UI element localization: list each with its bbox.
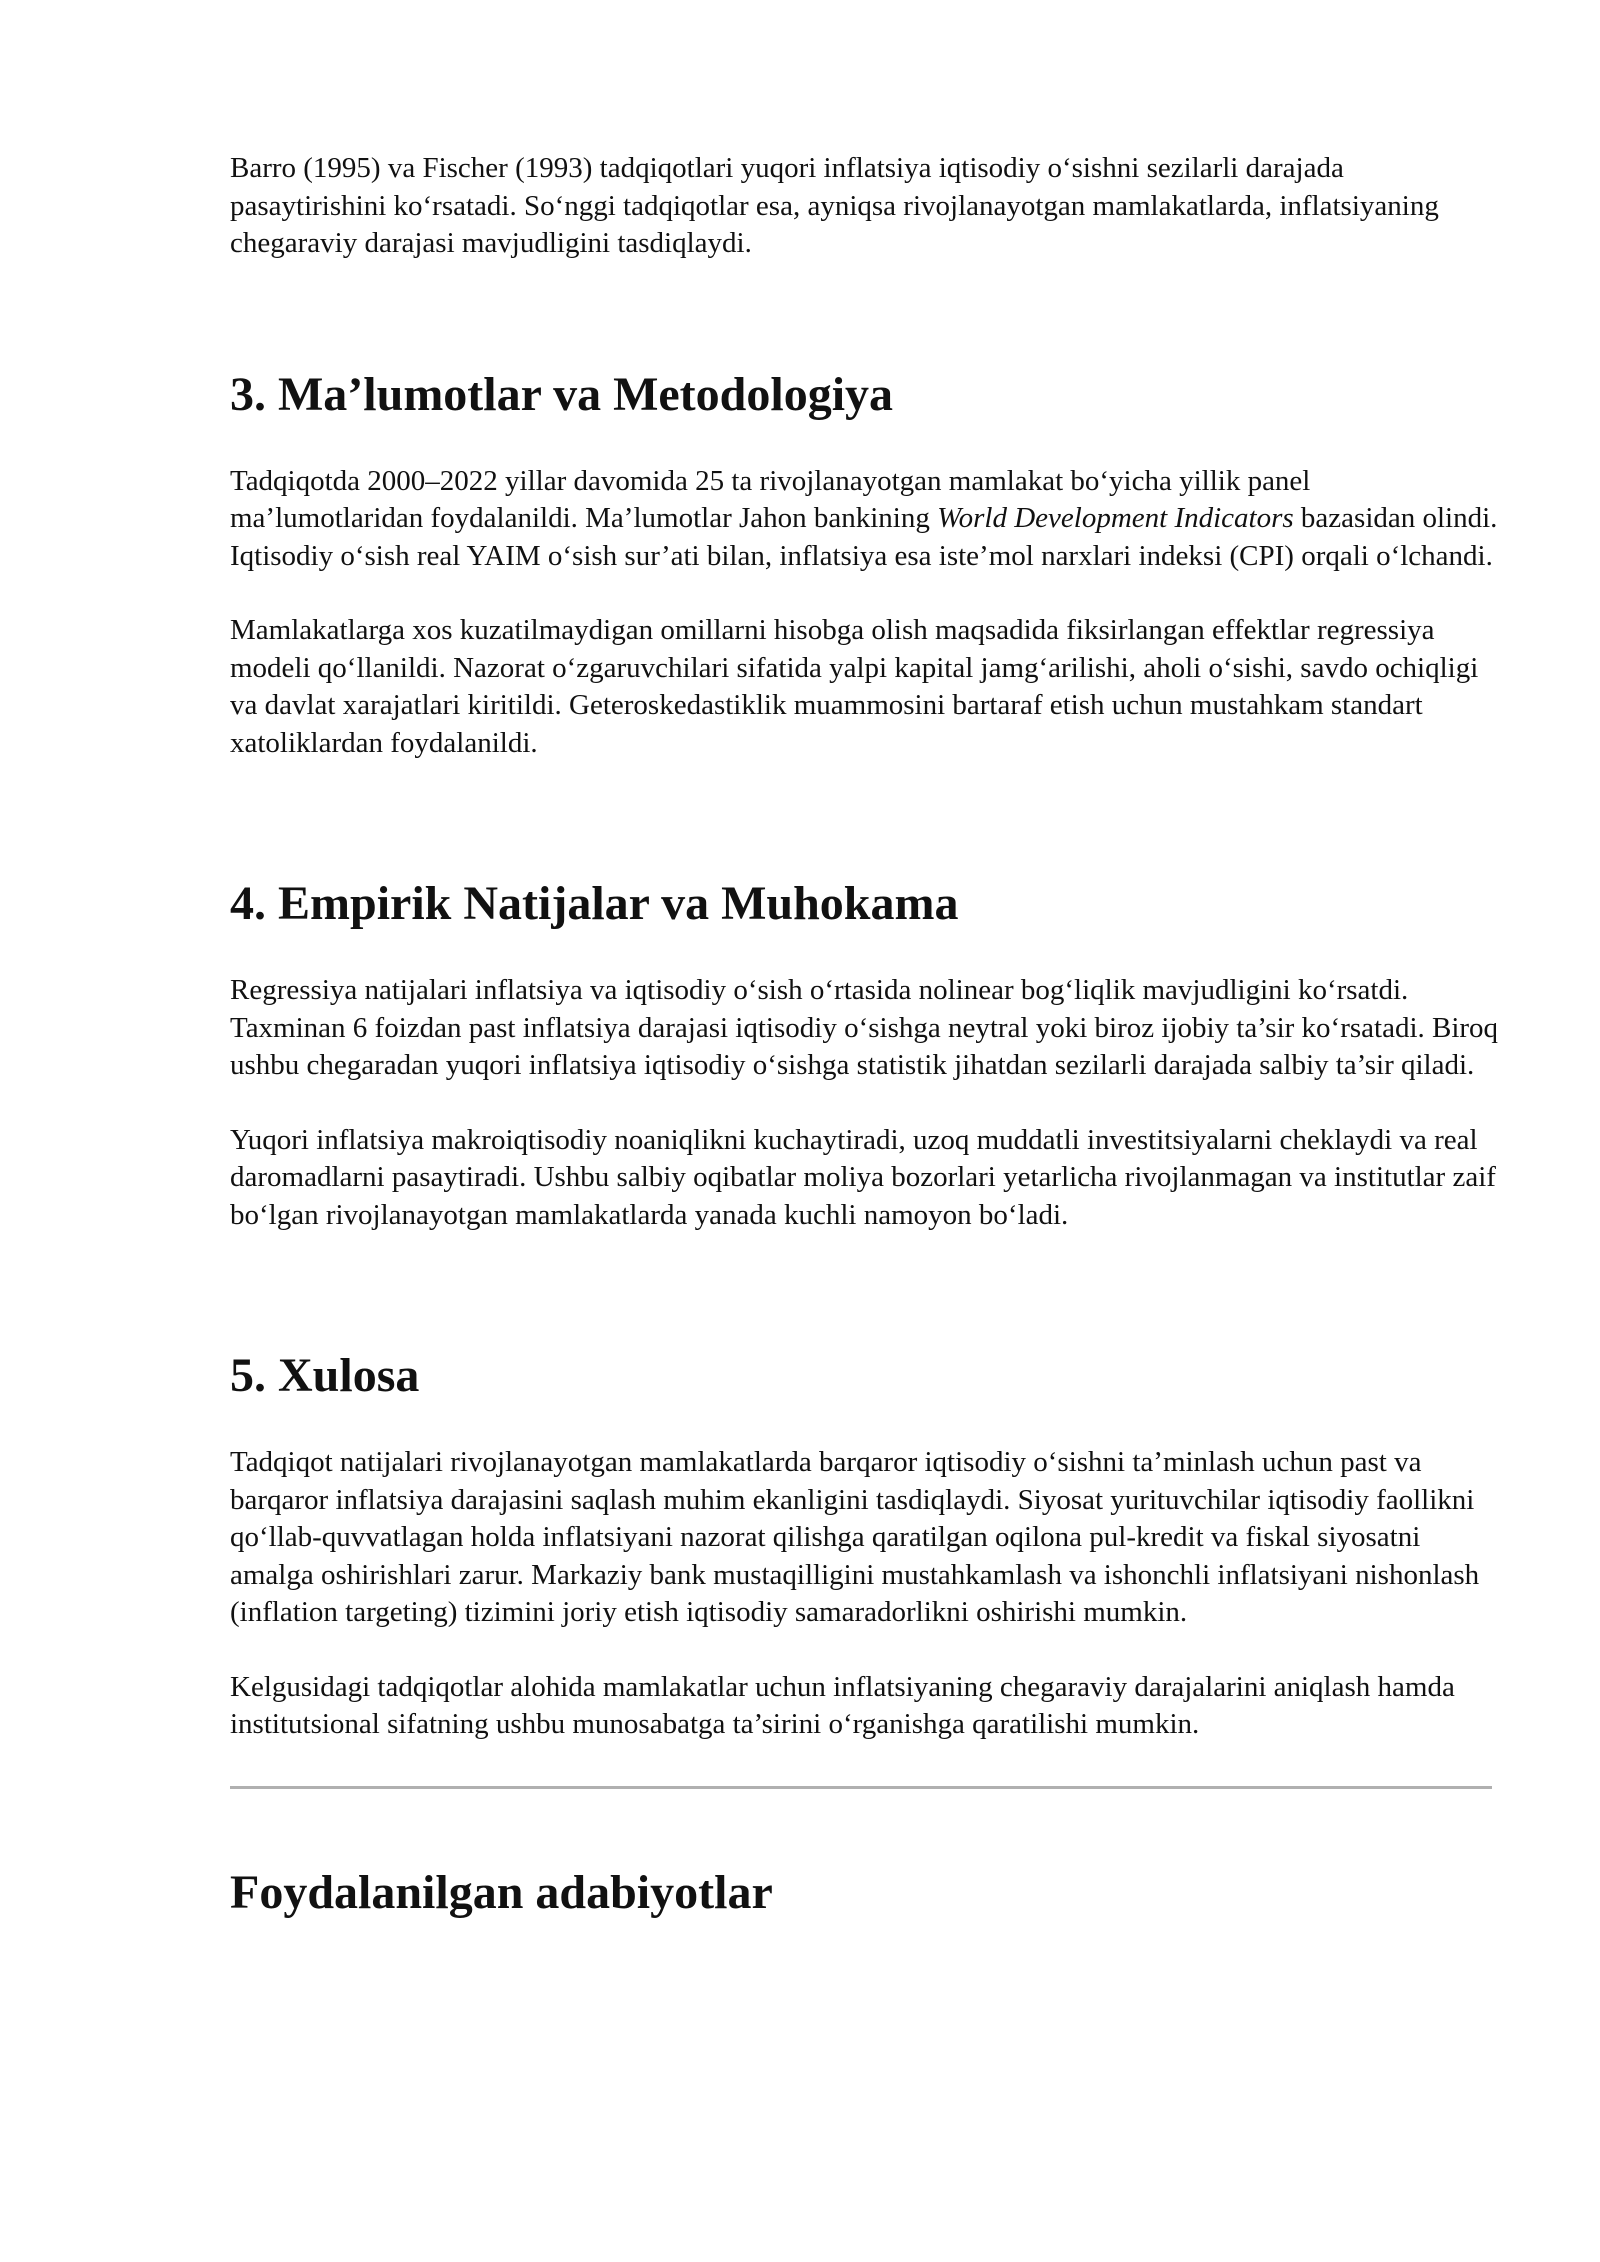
intro-paragraph: Barro (1995) va Fischer (1993) tadqiqotlari yuqori inflatsiya iqtisodiy o‘sishni sezilarli darajada pasaytirishini ko‘rsatadi. So‘nggi tadqiqotlar esa, ayniqsa rivojlanayotgan mamlakatlarda, inflatsiyaning chegaraviy darajasi mavjudligini tasdiqlaydi. (230, 152, 1439, 259)
section-5-paragraph-1: Tadqiqot natijalari rivojlanayotgan mamlakatlarda barqaror iqtisodiy o‘sishni ta’minlash uchun past va barqaror inflatsiya darajasini saqlash muhim ekanligini tasdiqlaydi. Siyosat yurituvchilar iqtisodiy faollikni qo‘llab-quvvatlagan holda inflatsiyani nazorat qilishga qaratilgan oqilona pul-kredit va fiskal siyosatni amalga oshirishlari zarur. Markaziy bank mustaqilligini mustahkamlash va ishonchli inflatsiyani nishonlash (inflation targeting) tizimini joriy etish iqtisodiy samaradorlikni oshirishi mumkin. (230, 1446, 1480, 1628)
section-5-heading: 5. Xulosa (230, 1349, 420, 1402)
section-3-heading: 3. Ma’lumotlar va Metodologiya (230, 367, 894, 421)
section-3-paragraph-1 (230, 463, 1500, 576)
section-5-paragraph-2: Kelgusidagi tadqiqotlar alohida mamlakatlar uchun inflatsiyaning chegaraviy darajalarini aniqlash hamda institutsional sifatning ushbu munosabatga ta’sirini o‘rganishga qaratilishi mumkin. (230, 1670, 1455, 1740)
references-heading: Foydalanilgan adabiyotlar (230, 1865, 773, 1919)
section-3-paragraph-2: Mamlakatlarga xos kuzatilmaydigan omillarni hisobga olish maqsadida fiksirlangan effektlar regressiya modeli qo‘llanildi. Nazorat o‘zgaruvchilari sifatida yalpi kapital jamg‘arilishi, aholi o‘sishi, savdo ochiqligi va davlat xarajatlari kiritildi. Geteroskedastiklik muammosini bartaraf etish uchun mustahkam standart xatoliklardan foydalanildi. (230, 614, 1479, 759)
section-3-p1-text-before: Tadqiqotda 2000–2022 yillar davomida 25 ta rivojlanayotgan mamlakat bo‘yicha yillik panel ma’lumotlaridan foydalanildi. Ma’lumotlar Jahon bankining (230, 464, 1311, 534)
document-page (230, 150, 1500, 1921)
section-4-heading: 4. Empirik Natijalar va Muhokama (230, 877, 959, 930)
section-4-paragraph-2: Yuqori inflatsiya makroiqtisodiy noaniqlikni kuchaytiradi, uzoq muddatli investitsiyalarni cheklaydi va real daromadlarni pasaytiradi. Ushbu salbiy oqibatlar moliya bozorlari yetarlicha rivojlanmagan va institutlar zaif bo‘lgan rivojlanayotgan mamlakatlarda yanada kuchli namoyon bo‘ladi. (230, 1123, 1496, 1231)
section-4-paragraph-1: Regressiya natijalari inflatsiya va iqtisodiy o‘sish o‘rtasida nolinear bog‘liqlik mavjudligini ko‘rsatdi. Taxminan 6 foizdan past inflatsiya darajasi iqtisodiy o‘sishga neytral yoki biroz ijobiy ta’sir ko‘rsatadi. Biroq ushbu chegaradan yuqori inflatsiya iqtisodiy o‘sishga statistik jihatdan sezilarli darajada salbiy ta’sir qiladi. (230, 974, 1499, 1081)
section-3-p1-text-after: bazasidan olindi. Iqtisodiy o‘sish real YAIM o‘sish sur’ati bilan, inflatsiya esa iste’mol narxlari indeksi (CPI) orqali o‘lchandi. (230, 502, 1498, 572)
section-3-p1-italic-title: World Development Indicators (937, 502, 1294, 534)
horizontal-divider (230, 1786, 1492, 1789)
